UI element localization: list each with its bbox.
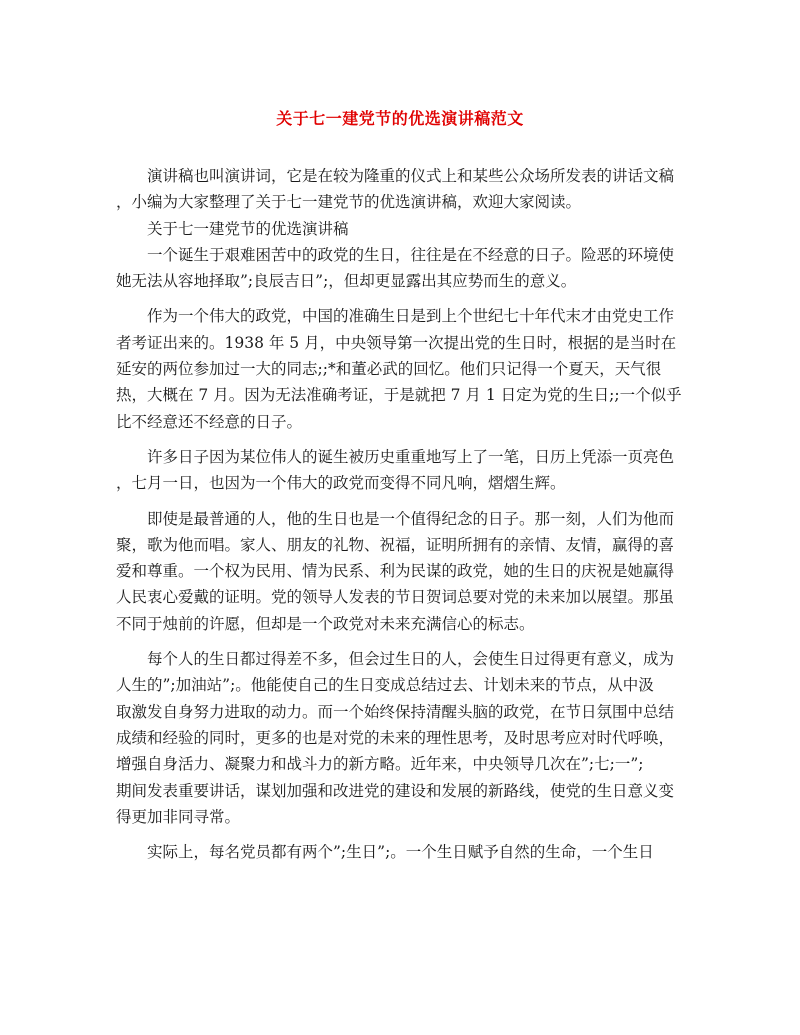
text-line: 得更加非同寻常。 xyxy=(116,807,241,826)
text-line: 比不经意还不经意的日子。 xyxy=(116,412,303,431)
document-title: 关于七一建党节的优选演讲稿范文 xyxy=(276,109,524,128)
document-body xyxy=(116,163,684,865)
text-line: 不同于烛前的许愿，但却是一个政党对未来充满信心的标志。 xyxy=(116,614,535,633)
text-line: 人生的”;加油站”;。他能使自己的生日变成总结过去、计划未来的节点，从中汲 xyxy=(116,676,654,695)
text-line: 热，大概在 7 月。因为无法准确考证，于是就把 7 月 1 日定为党的生日;;一个似乎 xyxy=(116,386,682,405)
text-line: 者考证出来的。1938 年 5 月，中央领导第一次提出党的生日时，根据的是当时在 xyxy=(116,333,677,352)
text-line: 关于七一建党节的优选演讲稿 xyxy=(147,219,349,238)
text-line: 成绩和经验的同时，更多的也是对党的未来的理性思考，及时思考应对时代呼唤， xyxy=(116,728,675,747)
text-line: 实际上，每名党员都有两个”;生日”;。一个生日赋予自然的生命，一个生日 xyxy=(147,843,654,862)
text-line: 即使是最普通的人，他的生日也是一个值得纪念的日子。那一刻，人们为他而 xyxy=(147,509,675,528)
text-line: 延安的两位参加过一大的同志;;*和董必武的回忆。他们只记得一个夏天，天气很 xyxy=(116,360,662,379)
text-line: 取激发自身努力进取的动力。而一个始终保持清醒头脑的政党，在节日氛围中总结 xyxy=(116,702,675,721)
text-line: 期间发表重要讲话，谋划加强和改进党的建设和发展的新路线，使党的生日意义变 xyxy=(116,781,675,800)
text-line: 她无法从容地择取”;良辰吉日”;，但却更显露出其应势而生的意义。 xyxy=(116,272,577,291)
text-line: 演讲稿也叫演讲词，它是在较为隆重的仪式上和某些公众场所发表的讲话文稿 xyxy=(147,167,675,185)
text-line: 爱和尊重。一个权为民用、情为民系、利为民谋的政党，她的生日的庆祝是她赢得 xyxy=(116,562,675,581)
text-line: 作为一个伟大的政党，中国的准确生日是到上个世纪七十年代末才由党史工作 xyxy=(147,307,675,326)
text-line: 增强自身活力、凝聚力和战斗力的新方略。近年来，中央领导几次在”;七;一”; xyxy=(116,755,644,774)
text-line: ，小编为大家整理了关于七一建党节的优选演讲稿，欢迎大家阅读。 xyxy=(116,193,582,212)
text-line: ，七月一日，也因为一个伟大的政党而变得不同凡响，熠熠生辉。 xyxy=(116,474,566,493)
text-line: 人民衷心爱戴的证明。党的领导人发表的节日贺词总要对党的未来加以展望。那虽 xyxy=(116,588,675,607)
text-line: 许多日子因为某位伟人的诞生被历史重重地写上了一笔，日历上凭添一页亮色 xyxy=(147,447,675,466)
text-line: 聚，歌为他而唱。家人、朋友的礼物、祝福，证明所拥有的亲情、友情，赢得的喜 xyxy=(116,535,675,554)
text-line: 每个人的生日都过得差不多，但会过生日的人，会使生日过得更有意义，成为 xyxy=(147,650,675,669)
text-line: 一个诞生于艰难困苦中的政党的生日，往往是在不经意的日子。险恶的环境使 xyxy=(147,245,675,264)
